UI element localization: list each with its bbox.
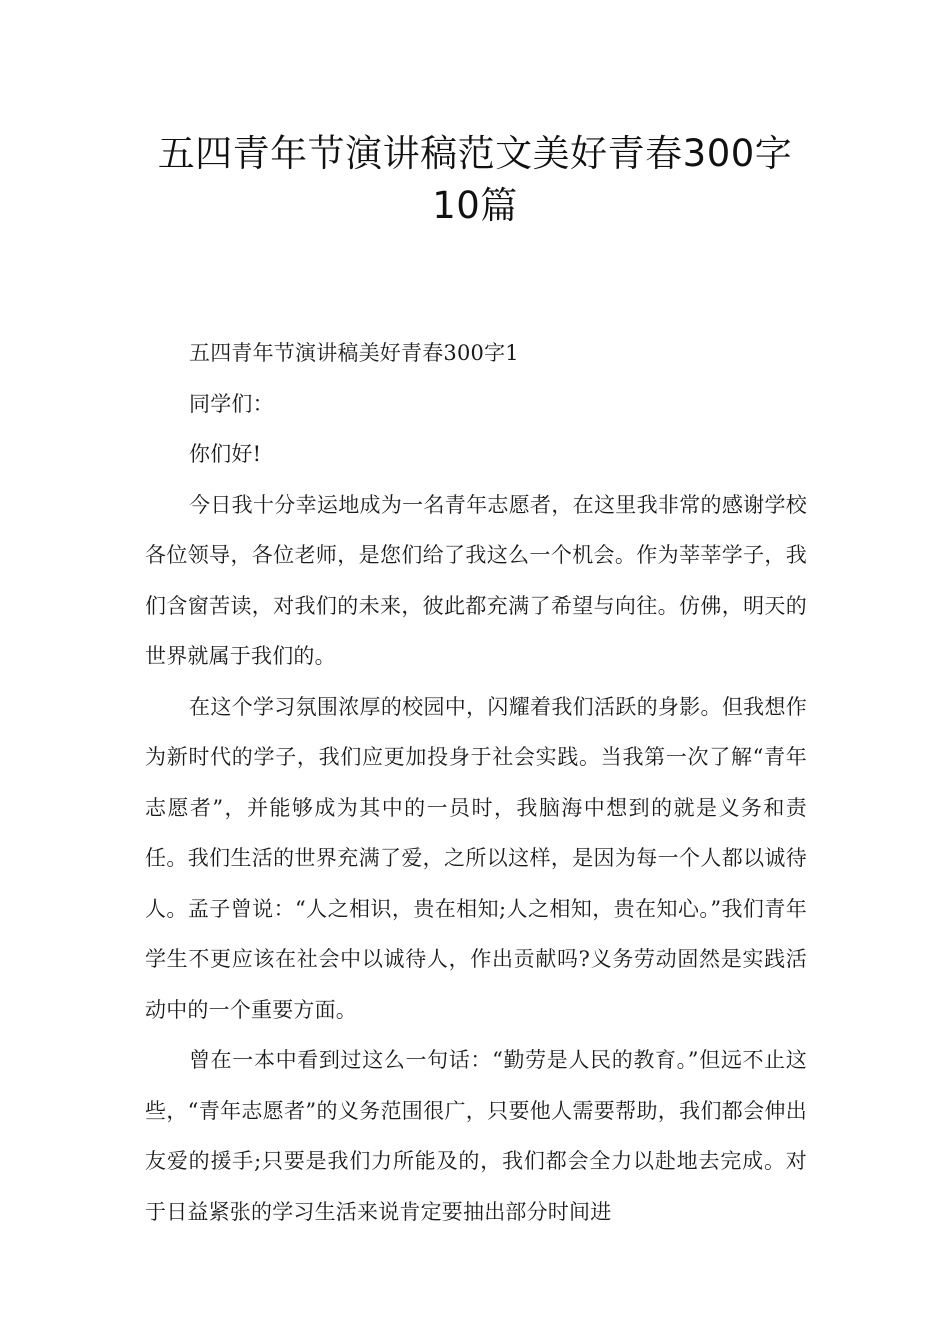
document-title-line-1: 五四青年节演讲稿范文美好青春300字 — [157, 132, 793, 175]
body-paragraph: 在这个学习氛围浓厚的校园中，闪耀着我们活跃的身影。但我想作为新时代的学子，我们应更加投身于社会实践。当我第一次了解“青年志愿者”，并能够成为其中的一员时，我脑海中想到的就是义务和责任。我们生活的世界充满了爱，之所以这样，是因为每一个人都以诚待人。孟子曾说：“人之相识，贵在相知;人之相知，贵在知心。”我们青年学生不更应该在社会中以诚待人，作出贡献吗?义务劳动固然是实践活动中的一个重要方面。 — [145, 694, 807, 1022]
salutation: 同学们： — [189, 391, 274, 416]
document-title-line-2: 10篇 — [432, 184, 518, 227]
greeting: 你们好! — [189, 442, 262, 466]
section-heading: 五四青年节演讲稿美好青春300字1 — [189, 341, 519, 365]
document-title — [110, 128, 840, 232]
body-paragraph: 今日我十分幸运地成为一名青年志愿者，在这里我非常的感谢学校各位领导，各位老师，是您们给了我这么一个机会。作为莘莘学子，我们含窗苦读，对我们的未来，彼此都充满了希望与向往。仿佛，明天的世界就属于我们的。 — [145, 492, 807, 668]
document-body — [145, 328, 807, 1237]
body-paragraph: 曾在一本中看到过这么一句话：“勤劳是人民的教育。”但远不止这些，“青年志愿者”的义务范围很广，只要他人需要帮助，我们都会伸出友爱的援手;只要是我们力所能及的，我们都会全力以赴地去完成。对于日益紧张的学习生活来说肯定要抽出部分时间进 — [145, 1048, 807, 1224]
